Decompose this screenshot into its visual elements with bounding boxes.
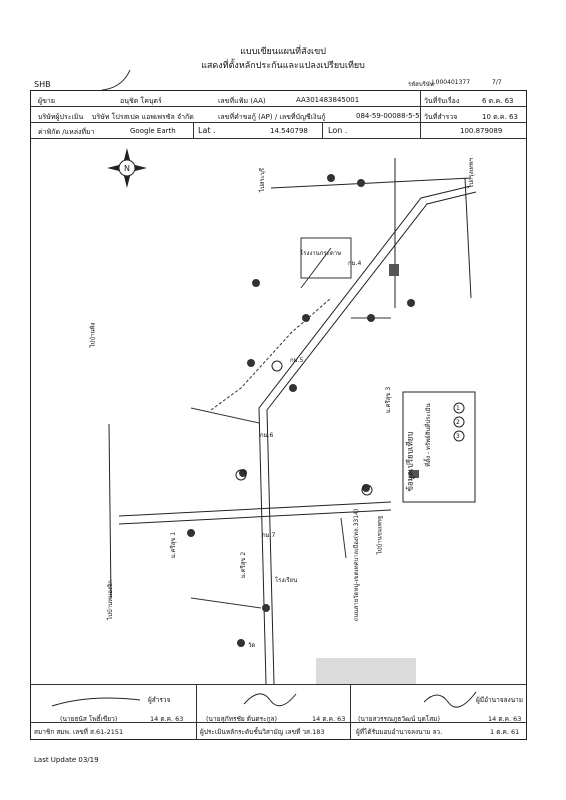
label-to-ayutthaya: ไปบ้านพิง	[89, 322, 97, 348]
label-km6: กม.6	[260, 432, 274, 439]
ref-value: J.000401377	[432, 79, 471, 86]
form-title: แบบเขียนแผนที่สังเขป	[240, 47, 326, 57]
form-subtitle: แสดงที่ตั้งหลักประกันและแปลงเปรียบเทียบ	[201, 61, 365, 71]
label-km7: กม.7	[262, 532, 276, 539]
appraiser-signature-icon	[240, 686, 300, 710]
label-temple: วัด	[248, 642, 256, 649]
label-village-3: ม.ศรีสุข 3	[385, 386, 393, 414]
surveyor-date: 14 ต.ค. 63	[150, 715, 184, 723]
ref-label: รหัสบริษัท	[408, 81, 434, 88]
approver-note: ผู้ที่ได้รับมอบอำนาจลงนาม ลว.	[356, 728, 443, 736]
approver-signature-icon	[420, 686, 480, 710]
lon-value: 100.879089	[460, 127, 503, 135]
survey-value: 10 ต.ค. 63	[482, 113, 518, 121]
company-stamp	[316, 658, 416, 684]
approver-note-date: 1 ต.ค. 61	[490, 728, 520, 736]
coord-label: ค่าพิกัด /แหล่งที่มา	[38, 128, 95, 136]
svg-text:N: N	[124, 164, 130, 173]
appraiser-date: 14 ต.ค. 63	[312, 715, 346, 723]
road-left	[109, 424, 111, 598]
legend-title: ข้อมูลเปรียบเทียบ	[405, 431, 415, 492]
surveyor-license: สมาชิก สมพ. เลขที่ ส.61-2151	[34, 728, 124, 736]
coord-source: Google Earth	[130, 127, 176, 135]
label-village-2: ม.ศรีสุข 2	[240, 551, 248, 579]
file-label: เลขที่แฟ้ม (AA)	[218, 97, 266, 105]
lat-label: Lat .	[198, 126, 216, 135]
page-number: 7/7	[492, 79, 502, 86]
label-to-north: ไปบ้านหนองจิก	[106, 580, 114, 620]
company-label: บริษัทผู้ประเมิน	[38, 113, 84, 121]
owner-label: ผู้ขาย	[38, 97, 55, 105]
comparable-markers	[236, 361, 372, 495]
label-to-bangkok: ไปกรุงเทพฯ	[467, 158, 475, 188]
ap-label: เลขที่คำขอกู้ (AP) / เลขที่บัญชีเงินกู้	[218, 113, 326, 121]
factory-block	[301, 238, 351, 278]
lat-value: 14.540798	[270, 127, 308, 135]
label-km5: กม.5	[290, 357, 304, 364]
legend-num-2: 2	[456, 419, 460, 426]
owner-value: อนุชิต โคบุตร์	[120, 97, 162, 105]
surveyor-role: ผู้สำรวจ	[148, 696, 171, 704]
label-road-3314: ถนนสายวัดหมู่-เขตเทศบาลเมือง(ทล.3314)	[353, 508, 361, 622]
company-value: บริษัท โปรสเปค แอพเพรซัล จำกัด	[92, 113, 194, 121]
received-value: 6 ต.ค. 63	[482, 97, 514, 105]
legend-num-1: 1	[456, 405, 460, 412]
label-school: โรงเรียน	[275, 577, 298, 584]
ap-value: 084-59-00088-5-5	[356, 112, 420, 120]
road-top	[271, 158, 471, 308]
file-value: AA301483845001	[296, 96, 360, 104]
last-update: Last Update 03/19	[34, 756, 99, 764]
received-label: วันที่รับเรื่อง	[424, 97, 460, 105]
company-logo: SHB	[34, 80, 51, 89]
lon-label: Lon .	[328, 126, 348, 135]
approver-role: ผู้มีอำนาจลงนาม	[476, 696, 524, 704]
label-to-south: ไปบ้านชมเพรฐ	[376, 515, 384, 555]
surveyor-name: (นายธนัส โพธิ์เขียว)	[60, 715, 118, 723]
label-factory: โรงงานกระดาษ	[300, 250, 342, 257]
appraiser-license: ผู้ประเมินหลักระดับชั้นวิสามัญ เลขที่ วส.183	[200, 728, 325, 736]
subject-site	[389, 264, 399, 276]
label-village-1: ม.ศรีสุข 1	[170, 531, 178, 559]
label-to-saraburi: ไปสระบุรี	[258, 168, 266, 192]
survey-label: วันที่สำรวจ	[424, 113, 458, 121]
label-km4: กม.4	[348, 260, 362, 267]
compass-icon	[107, 148, 147, 188]
surveyor-signature-icon	[50, 692, 150, 712]
approver-name: (นายสวรรณภูธวัฒน์ บุตโสม)	[358, 715, 440, 723]
legend-num-3: 3	[456, 433, 460, 440]
legend-subject: ที่ตั้ง - ทรัพย์สินที่ประเมิน	[424, 403, 432, 467]
road-3314	[119, 502, 391, 524]
appraiser-name: (นายสุภัทรชัย ต้นตระกูล)	[206, 715, 278, 723]
approver-date: 14 ต.ค. 63	[488, 715, 522, 723]
